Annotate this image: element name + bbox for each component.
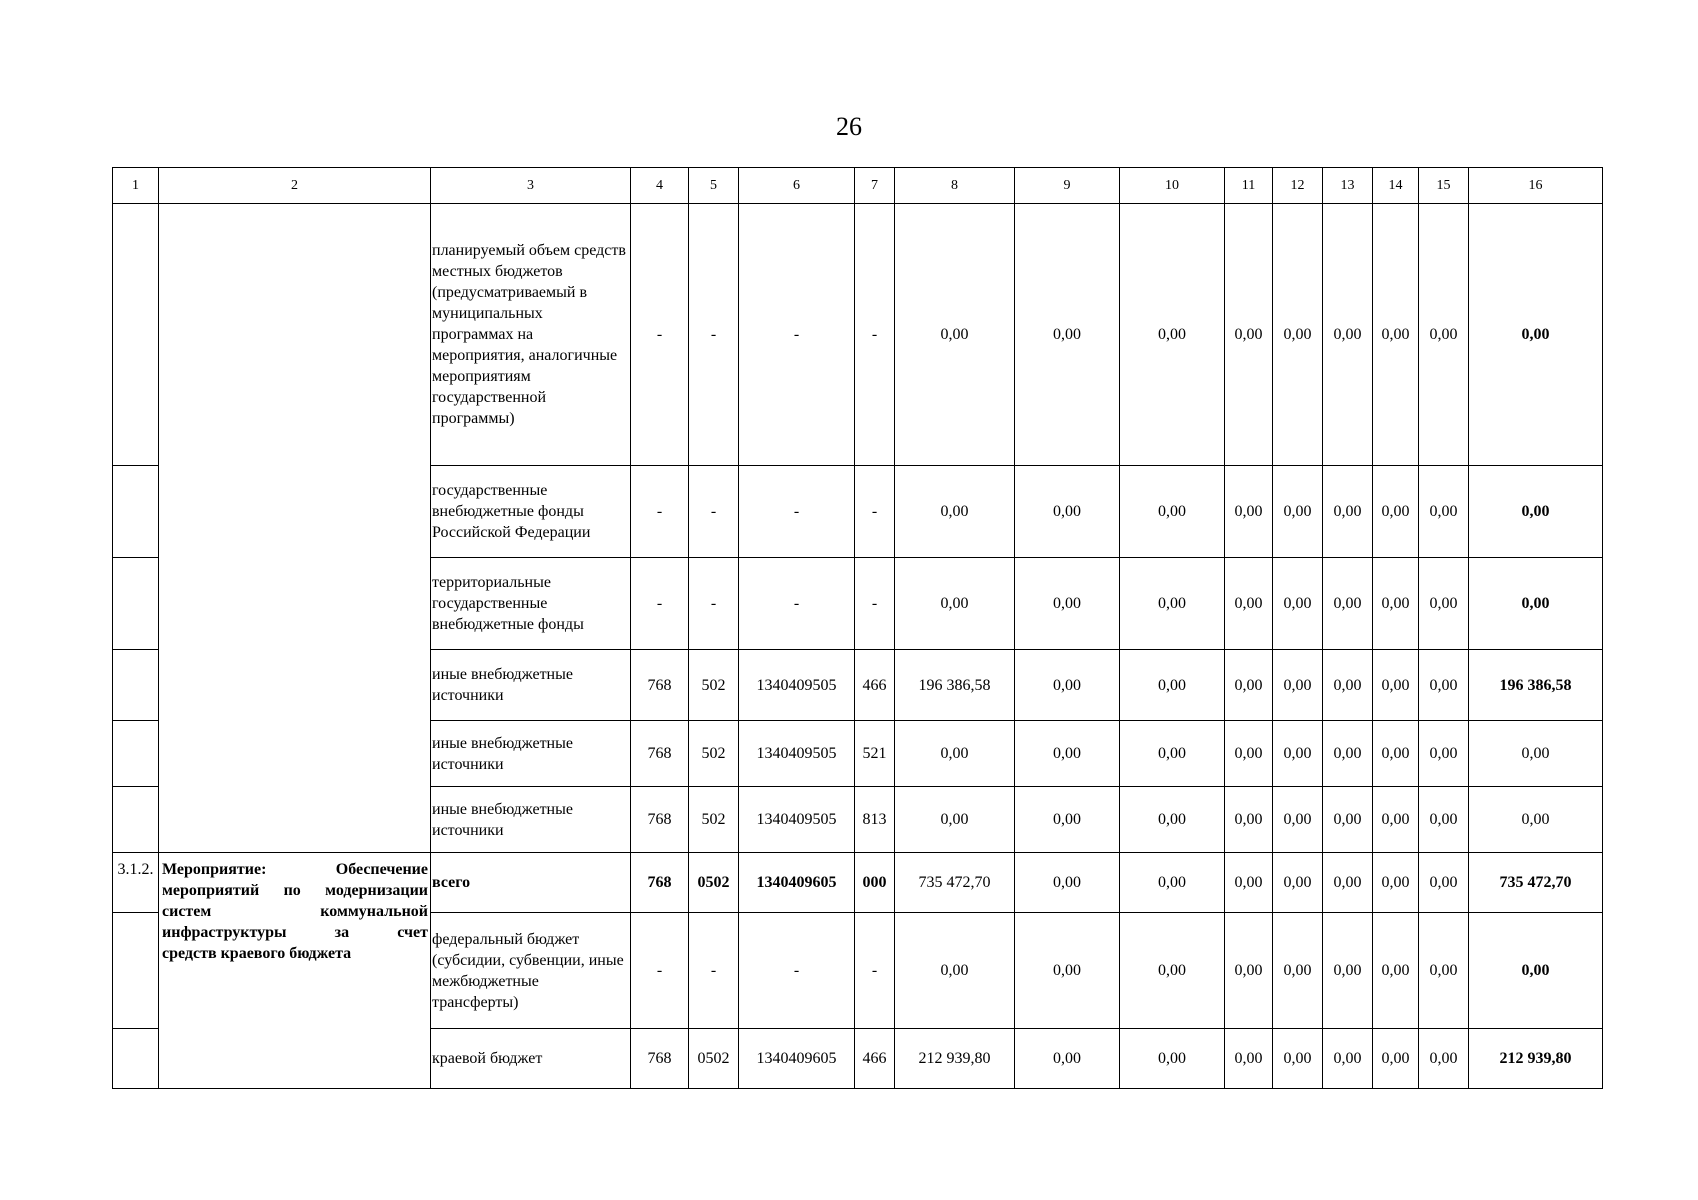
code-cell: -	[631, 558, 689, 650]
row-number-cell	[113, 204, 159, 466]
value-cell: 0,00	[1015, 466, 1120, 558]
value-cell: 0,00	[1225, 1029, 1273, 1089]
row-number-cell	[113, 787, 159, 853]
code-cell: -	[631, 913, 689, 1029]
code-cell: -	[739, 913, 855, 1029]
code-cell: -	[689, 204, 739, 466]
code-cell: -	[739, 558, 855, 650]
funding-source-cell: территориальные государственные внебюджетные фонды	[431, 558, 631, 650]
total-cell: 0,00	[1469, 721, 1603, 787]
header-cell: 14	[1373, 168, 1419, 204]
code-cell: 768	[631, 853, 689, 913]
code-cell: 1340409505	[739, 721, 855, 787]
event-name-cell	[159, 853, 431, 1089]
event-cell	[159, 204, 431, 853]
total-cell: 0,00	[1469, 787, 1603, 853]
funding-source-cell: федеральный бюджет (субсидии, субвенции, иные межбюджетные трансферты)	[431, 913, 631, 1029]
value-cell: 0,00	[1419, 558, 1469, 650]
funding-source-cell: всего	[431, 853, 631, 913]
value-cell: 0,00	[1015, 558, 1120, 650]
value-cell: 0,00	[1373, 466, 1419, 558]
value-cell: 0,00	[1273, 913, 1323, 1029]
value-cell: 0,00	[1323, 787, 1373, 853]
value-cell: 0,00	[1323, 853, 1373, 913]
value-cell: 0,00	[1225, 466, 1273, 558]
value-cell: 0,00	[1373, 1029, 1419, 1089]
page-number: 26	[836, 112, 862, 141]
funding-source-cell: иные внебюджетные источники	[431, 650, 631, 721]
header-cell: 11	[1225, 168, 1273, 204]
value-cell: 0,00	[895, 466, 1015, 558]
code-cell: -	[855, 558, 895, 650]
header-cell: 7	[855, 168, 895, 204]
header-cell: 6	[739, 168, 855, 204]
value-cell: 0,00	[1120, 853, 1225, 913]
value-cell: 0,00	[895, 787, 1015, 853]
value-cell: 0,00	[1120, 1029, 1225, 1089]
header-cell: 12	[1273, 168, 1323, 204]
value-cell: 0,00	[1419, 721, 1469, 787]
value-cell: 0,00	[1225, 853, 1273, 913]
table-row	[113, 853, 1603, 913]
value-cell: 196 386,58	[895, 650, 1015, 721]
header-cell: 9	[1015, 168, 1120, 204]
code-cell: 466	[855, 1029, 895, 1089]
value-cell: 0,00	[1225, 787, 1273, 853]
value-cell: 0,00	[1419, 913, 1469, 1029]
value-cell: 0,00	[1015, 853, 1120, 913]
funding-source-cell: краевой бюджет	[431, 1029, 631, 1089]
value-cell: 0,00	[1373, 650, 1419, 721]
header-cell: 10	[1120, 168, 1225, 204]
header-cell: 3	[431, 168, 631, 204]
code-cell: 000	[855, 853, 895, 913]
funding-source-cell: иные внебюджетные источники	[431, 721, 631, 787]
code-cell: 768	[631, 1029, 689, 1089]
funding-source-cell: иные внебюджетные источники	[431, 787, 631, 853]
value-cell: 0,00	[1015, 787, 1120, 853]
value-cell: 0,00	[1015, 650, 1120, 721]
value-cell: 0,00	[1273, 204, 1323, 466]
value-cell: 0,00	[1225, 913, 1273, 1029]
value-cell: 0,00	[895, 721, 1015, 787]
total-cell: 0,00	[1469, 558, 1603, 650]
value-cell: 0,00	[895, 913, 1015, 1029]
code-cell: 768	[631, 787, 689, 853]
value-cell: 0,00	[1225, 650, 1273, 721]
code-cell: 813	[855, 787, 895, 853]
value-cell: 0,00	[1419, 853, 1469, 913]
code-cell: -	[739, 466, 855, 558]
value-cell: 0,00	[1273, 1029, 1323, 1089]
header-cell: 16	[1469, 168, 1603, 204]
total-cell: 196 386,58	[1469, 650, 1603, 721]
code-cell: 502	[689, 787, 739, 853]
header-cell: 8	[895, 168, 1015, 204]
value-cell: 0,00	[1323, 558, 1373, 650]
funding-source-cell: государственные внебюджетные фонды Российской Федерации	[431, 466, 631, 558]
value-cell: 0,00	[1419, 1029, 1469, 1089]
value-cell: 0,00	[895, 558, 1015, 650]
code-cell: -	[855, 913, 895, 1029]
code-cell: -	[739, 204, 855, 466]
value-cell: 0,00	[1120, 558, 1225, 650]
code-cell: -	[855, 204, 895, 466]
funding-source-cell: планируемый объем средств местных бюджетов (предусматриваемый в муниципальных программах на мероприятия, аналогичные мероприятиям государственной программы)	[431, 204, 631, 466]
value-cell: 0,00	[895, 204, 1015, 466]
header-cell: 4	[631, 168, 689, 204]
value-cell: 0,00	[1373, 204, 1419, 466]
value-cell: 0,00	[1273, 721, 1323, 787]
budget-table	[112, 167, 1603, 1089]
header-cell: 1	[113, 168, 159, 204]
code-cell: 1340409605	[739, 853, 855, 913]
value-cell: 0,00	[1120, 721, 1225, 787]
value-cell: 735 472,70	[895, 853, 1015, 913]
code-cell: 0502	[689, 853, 739, 913]
value-cell: 0,00	[1015, 721, 1120, 787]
code-cell: 521	[855, 721, 895, 787]
value-cell: 0,00	[1120, 787, 1225, 853]
row-number-cell: 3.1.2.	[113, 853, 159, 913]
table-row	[113, 204, 1603, 466]
value-cell: 0,00	[1419, 650, 1469, 721]
value-cell: 0,00	[1273, 650, 1323, 721]
value-cell: 0,00	[1225, 721, 1273, 787]
code-cell: -	[631, 466, 689, 558]
code-cell: 1340409505	[739, 650, 855, 721]
code-cell: -	[631, 204, 689, 466]
row-number-cell	[113, 721, 159, 787]
value-cell: 0,00	[1323, 913, 1373, 1029]
header-cell: 5	[689, 168, 739, 204]
value-cell: 0,00	[1015, 204, 1120, 466]
value-cell: 0,00	[1273, 558, 1323, 650]
value-cell: 0,00	[1120, 466, 1225, 558]
value-cell: 0,00	[1323, 650, 1373, 721]
total-cell: 735 472,70	[1469, 853, 1603, 913]
code-cell: -	[689, 913, 739, 1029]
header-cell: 15	[1419, 168, 1469, 204]
value-cell: 0,00	[1373, 853, 1419, 913]
header-row	[113, 168, 1603, 204]
value-cell: 0,00	[1120, 650, 1225, 721]
value-cell: 212 939,80	[895, 1029, 1015, 1089]
value-cell: 0,00	[1323, 1029, 1373, 1089]
value-cell: 0,00	[1323, 466, 1373, 558]
value-cell: 0,00	[1373, 558, 1419, 650]
value-cell: 0,00	[1419, 466, 1469, 558]
code-cell: 502	[689, 650, 739, 721]
code-cell: -	[855, 466, 895, 558]
row-number-cell	[113, 913, 159, 1029]
row-number-cell	[113, 650, 159, 721]
value-cell: 0,00	[1273, 853, 1323, 913]
value-cell: 0,00	[1225, 558, 1273, 650]
code-cell: 1340409605	[739, 1029, 855, 1089]
total-cell: 0,00	[1469, 913, 1603, 1029]
total-cell: 0,00	[1469, 204, 1603, 466]
value-cell: 0,00	[1120, 204, 1225, 466]
total-cell: 0,00	[1469, 466, 1603, 558]
value-cell: 0,00	[1373, 787, 1419, 853]
code-cell: -	[689, 558, 739, 650]
header-cell: 13	[1323, 168, 1373, 204]
value-cell: 0,00	[1419, 204, 1469, 466]
event-name: Мероприятие: Обеспечение мероприятий по модернизации систем коммунальной инфраструктуры за счет	[162, 861, 428, 941]
code-cell: 0502	[689, 1029, 739, 1089]
value-cell: 0,00	[1225, 204, 1273, 466]
row-number-cell	[113, 558, 159, 650]
value-cell: 0,00	[1120, 913, 1225, 1029]
value-cell: 0,00	[1373, 721, 1419, 787]
code-cell: 502	[689, 721, 739, 787]
value-cell: 0,00	[1015, 913, 1120, 1029]
code-cell: -	[689, 466, 739, 558]
total-cell: 212 939,80	[1469, 1029, 1603, 1089]
value-cell: 0,00	[1323, 721, 1373, 787]
value-cell: 0,00	[1323, 204, 1373, 466]
value-cell: 0,00	[1273, 787, 1323, 853]
value-cell: 0,00	[1419, 787, 1469, 853]
header-cell: 2	[159, 168, 431, 204]
row-number-cell	[113, 1029, 159, 1089]
value-cell: 0,00	[1373, 913, 1419, 1029]
value-cell: 0,00	[1273, 466, 1323, 558]
code-cell: 466	[855, 650, 895, 721]
event-name-end: средств краевого бюджета	[162, 945, 352, 962]
row-number-cell	[113, 466, 159, 558]
value-cell: 0,00	[1015, 1029, 1120, 1089]
code-cell: 768	[631, 650, 689, 721]
code-cell: 768	[631, 721, 689, 787]
code-cell: 1340409505	[739, 787, 855, 853]
